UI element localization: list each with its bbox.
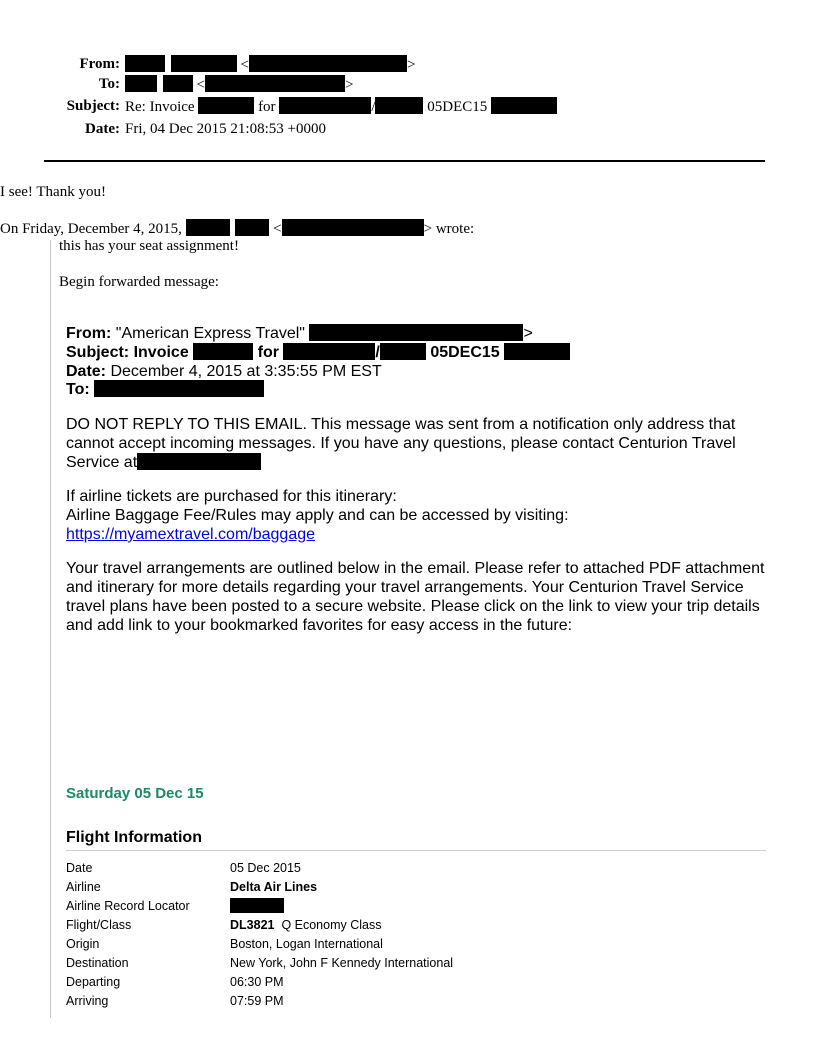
date-value: Fri, 04 Dec 2015 21:08:53 +0000 — [125, 121, 326, 137]
baggage-link[interactable]: https://myamextravel.com/baggage — [66, 526, 316, 543]
row-label: Departing — [66, 974, 121, 989]
row-value: 06:30 PM — [230, 974, 284, 989]
email-header — [0, 0, 816, 150]
row-value: Delta Air Lines — [230, 879, 318, 894]
row-value — [230, 918, 381, 932]
row-label: Arriving — [66, 993, 109, 1008]
redacted-forwarded-traveler-first — [380, 343, 426, 360]
forwarded-from-name: "American Express Travel" — [115, 325, 305, 342]
subject-for: for — [258, 99, 276, 115]
forwarded-subject — [66, 343, 570, 362]
forwarded-to-label: To: — [66, 381, 90, 398]
no-reply-notice — [66, 415, 766, 472]
reply-text: I see! Thank you! — [0, 184, 106, 200]
forwarded-subject-slash: / — [375, 344, 380, 361]
baggage-line-1: If airline tickets are purchased for this itinerary: — [66, 488, 397, 505]
redacted-sender-first — [125, 55, 165, 72]
forwarded-date-value: December 4, 2015 at 3:35:55 PM EST — [110, 363, 382, 380]
row-label: Destination — [66, 955, 129, 970]
row-label: Airline Record Locator — [66, 898, 190, 913]
forwarded-subject-for: for — [257, 344, 279, 361]
attribution-wrote: > wrote: — [423, 221, 475, 237]
date-label: Date: — [85, 121, 120, 137]
table-row — [66, 953, 453, 972]
redacted-recipient-last — [163, 75, 193, 92]
redacted-forwarded-recipient — [94, 380, 264, 397]
quote-attribution: On Friday, December 4, 2015, < > wrote: — [0, 221, 475, 237]
redacted-attribution-last — [235, 219, 269, 236]
subject-label: Subject: — [66, 98, 120, 114]
table-row — [66, 858, 453, 877]
table-row — [66, 877, 453, 896]
table-row — [66, 972, 453, 991]
redacted-forwarded-invoice — [193, 343, 253, 360]
flight-details-table — [66, 858, 453, 1010]
redacted-forwarded-email — [309, 324, 523, 341]
redacted-traveler-last — [279, 97, 371, 114]
table-row — [66, 934, 453, 953]
forwarded-to — [66, 380, 264, 399]
forwarded-from-label: From: — [66, 325, 112, 342]
forwarded-subject-code: 05DEC15 — [430, 344, 500, 361]
travel-arrangements-notice: Your travel arrangements are outlined below in the email. Please refer to attached PDF attachment and itinerary for more details regarding your travel arrangements. Your Centurion Travel Service travel plans have been posted to a secure website. Please click on the link to view your trip details and add link to your bookmarked favorites for easy access in the future: — [66, 560, 765, 634]
redacted-record-locator — [230, 898, 284, 913]
flight-number: DL3821 — [230, 917, 275, 932]
attribution-prefix: On Friday, December 4, 2015, — [0, 221, 182, 237]
redacted-phone-number — [137, 453, 261, 470]
table-row — [66, 896, 453, 915]
no-reply-text: DO NOT REPLY TO THIS EMAIL. This message was sent from a notification only address that cannot accept incoming messages. If you have any questions, please contact Centurion Travel Service at — [66, 416, 736, 471]
row-label: Origin — [66, 936, 100, 951]
flight-information-divider — [66, 850, 766, 851]
baggage-notice — [66, 487, 766, 544]
baggage-line-2: Airline Baggage Fee/Rules may apply and can be accessed by visiting: — [66, 507, 569, 524]
redacted-invoice-number — [198, 97, 254, 114]
redacted-sender-last — [171, 55, 237, 72]
row-label: Airline — [66, 879, 101, 894]
redacted-attribution-email — [282, 219, 424, 236]
redacted-recipient-first — [125, 75, 157, 92]
row-value: Boston, Logan International — [230, 936, 383, 951]
to-value: < > — [125, 75, 353, 94]
begin-forwarded-line: Begin forwarded message: — [59, 274, 219, 290]
redacted-forwarded-traveler-last — [283, 343, 375, 360]
from-value: < > — [125, 55, 415, 74]
row-value: New York, John F Kennedy International — [230, 955, 454, 970]
to-label: To: — [98, 76, 120, 92]
row-label: Date — [66, 860, 93, 875]
quote-bar — [50, 240, 51, 1018]
flight-class: Q Economy Class — [281, 917, 382, 932]
forwarded-date-label: Date: — [66, 363, 107, 380]
subject-value — [125, 97, 557, 116]
redacted-forwarded-subject-tail — [504, 343, 570, 360]
from-label: From: — [79, 56, 120, 72]
table-row — [66, 991, 453, 1010]
flight-information-heading: Flight Information — [66, 829, 202, 846]
forwarded-date — [66, 362, 382, 381]
redacted-attribution-first — [186, 219, 230, 236]
row-label: Flight/Class — [66, 917, 132, 932]
seat-assignment-line: this has your seat assignment! — [59, 238, 239, 254]
redacted-recipient-email — [205, 75, 345, 92]
table-row — [66, 915, 453, 934]
subject-prefix: Re: Invoice — [125, 99, 195, 115]
redacted-traveler-first — [375, 97, 423, 114]
redacted-sender-email — [249, 55, 407, 72]
redacted-subject-tail — [491, 97, 557, 114]
row-value: 05 Dec 2015 — [230, 860, 301, 875]
day-heading: Saturday 05 Dec 15 — [66, 785, 204, 802]
row-value: 07:59 PM — [230, 993, 284, 1008]
header-divider — [44, 160, 765, 162]
subject-code: 05DEC15 — [427, 99, 488, 115]
forwarded-subject-label: Subject: — [66, 344, 130, 361]
forwarded-subject-invoice: Invoice — [133, 344, 189, 361]
forwarded-from: From: "American Express Travel" > — [66, 325, 533, 342]
subject-slash: / — [371, 99, 376, 115]
